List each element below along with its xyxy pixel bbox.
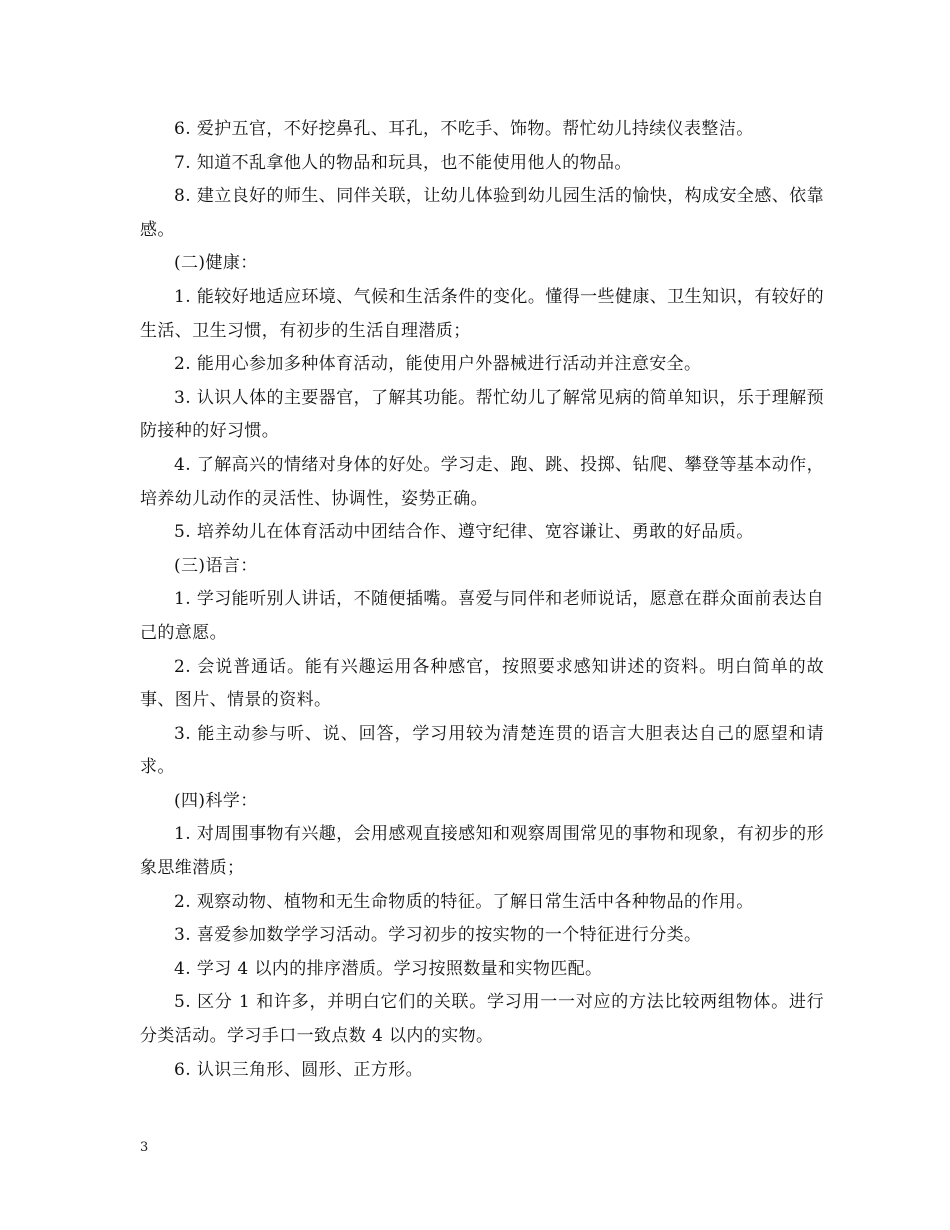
paragraph: 2. 能用心参加多种体育活动，能使用户外器械进行活动并注意安全。: [174, 354, 702, 375]
section-heading-language: (三)语言：: [174, 555, 258, 576]
paragraph: 8. 建立良好的师生、同伴关联，让幼儿体验到幼儿园生活的愉快，构成安全感、依靠感。: [140, 186, 824, 240]
paragraph: 7. 知道不乱拿他人的物品和玩具，也不能使用他人的物品。: [174, 152, 632, 173]
paragraph: 1. 学习能听别人讲话，不随便插嘴。喜爱与同伴和老师说话，愿意在群众面前表达自己的意愿。: [140, 589, 824, 643]
paragraph: 3. 喜爱参加数学学习活动。学习初步的按实物的一个特征进行分类。: [174, 925, 702, 946]
paragraph: 5. 区分 1 和许多，并明白它们的关联。学习用一一对应的方法比较两组物体。进行分类活动。学习手口一致点数 4 以内的实物。: [140, 992, 824, 1047]
paragraph: 2. 会说普通话。能有兴趣运用各种感官，按照要求感知讲述的资料。明白简单的故事、图片、情景的资料。: [140, 656, 824, 711]
paragraph: 6. 爱护五官，不好挖鼻孔、耳孔，不吃手、饰物。帮忙幼儿持续仪表整洁。: [174, 119, 754, 139]
section-heading-health: (二)健康：: [174, 253, 258, 274]
paragraph: 1. 对周围事物有兴趣，会用感观直接感知和观察周围常见的事物和现象，有初步的形象思维潜质；: [140, 824, 824, 879]
page-number: 3: [140, 1140, 149, 1155]
document-body: [140, 113, 824, 1087]
paragraph: 3. 认识人体的主要器官，了解其功能。帮忙幼儿了解常见病的简单知识，乐于理解预防接种的好习惯。: [140, 387, 824, 442]
paragraph: 4. 学习 4 以内的排序潜质。学习按照数量和实物匹配。: [174, 958, 603, 979]
paragraph: 6. 认识三角形、圆形、正方形。: [174, 1059, 424, 1080]
paragraph: 4. 了解高兴的情绪对身体的好处。学习走、跑、跳、投掷、钻爬、攀登等基本动作，培养幼儿动作的灵活性、协调性，姿势正确。: [140, 454, 824, 509]
paragraph: 3. 能主动参与听、说、回答，学习用较为清楚连贯的语言大胆表达自己的愿望和请求。: [140, 723, 824, 778]
paragraph: 5. 培养幼儿在体育活动中团结合作、遵守纪律、宽容谦让、勇敢的好品质。: [174, 522, 754, 543]
paragraph: 1. 能较好地适应环境、气候和生活条件的变化。懂得一些健康、卫生知识，有较好的生活、卫生习惯，有初步的生活自理潜质；: [140, 286, 824, 341]
section-heading-science: (四)科学：: [174, 790, 258, 811]
paragraph: 2. 观察动物、植物和无生命物质的特征。了解日常生活中各种物品的作用。: [174, 891, 754, 912]
